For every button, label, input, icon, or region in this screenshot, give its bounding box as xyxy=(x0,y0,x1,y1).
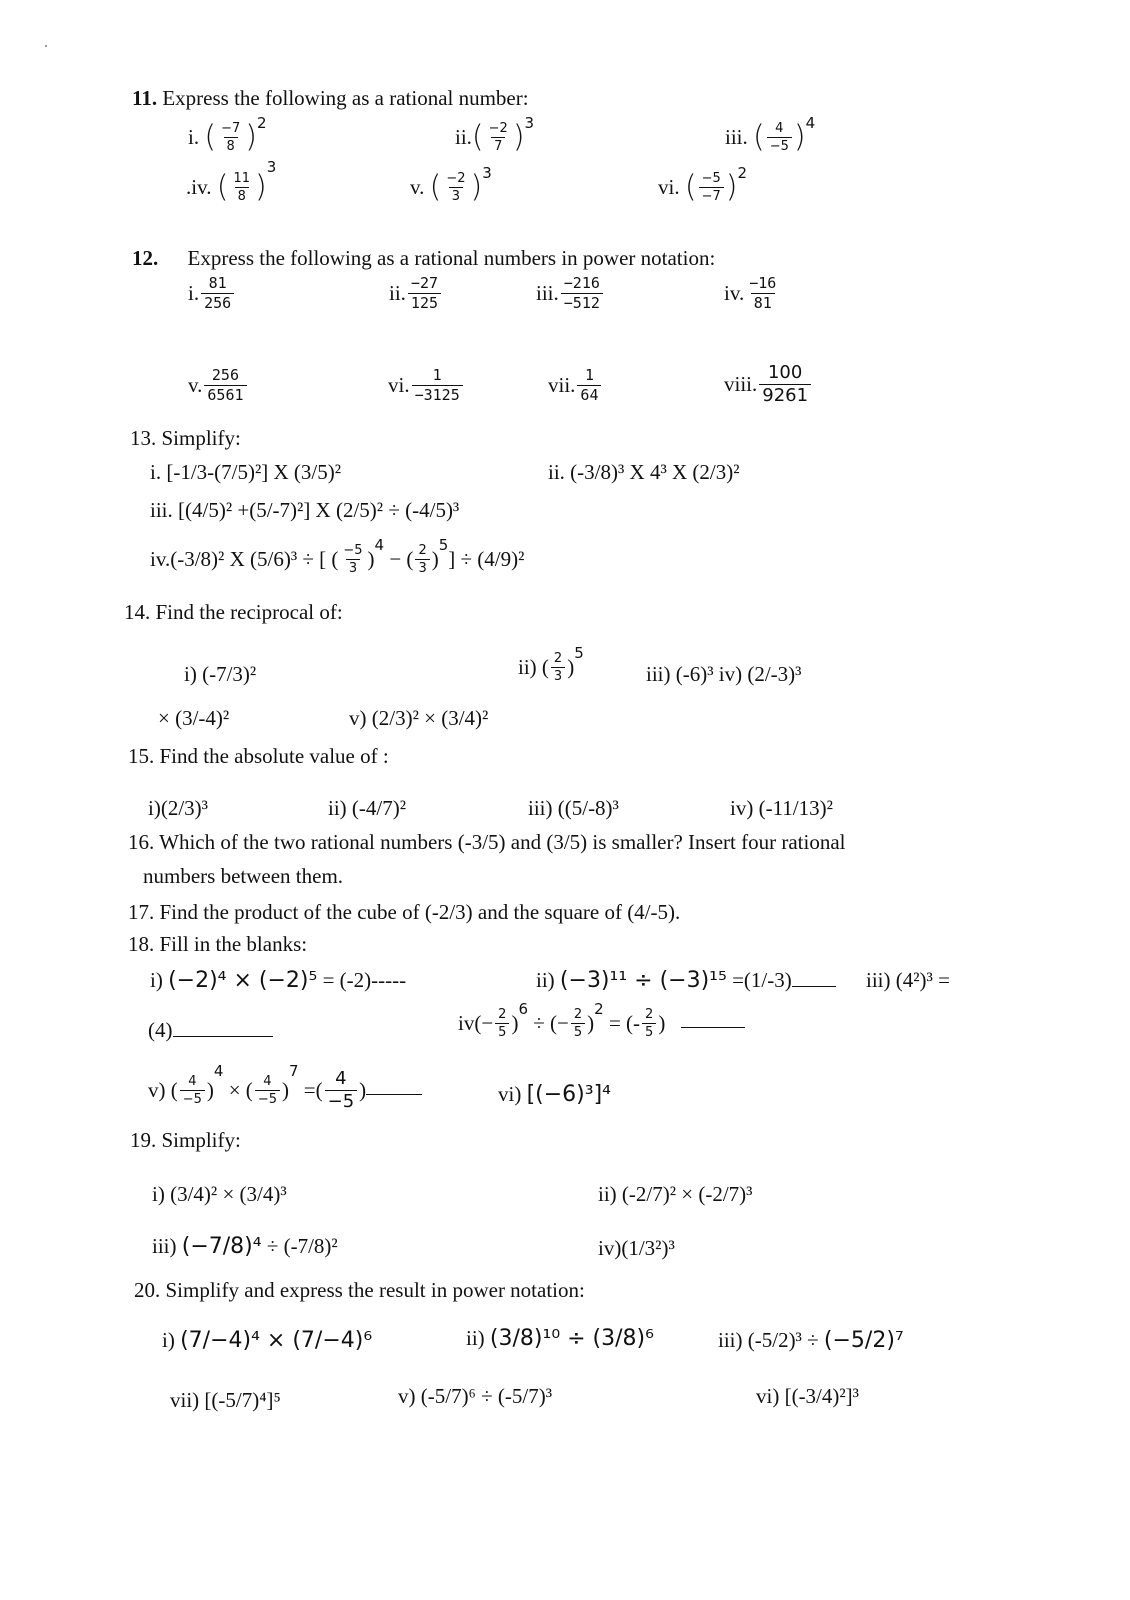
question-11-heading xyxy=(132,88,529,109)
q20-item-iii xyxy=(718,1330,904,1352)
exponent: 4 xyxy=(213,1062,224,1080)
denominator: 125 xyxy=(408,293,441,311)
q11-item-v: v. ( $\frac{-2}{3}$ )$^3$ xyxy=(410,164,492,205)
numerator: −5 xyxy=(701,171,721,186)
q11-item-ii: ii.( $\frac{-2}{7}$ )$^3$ xyxy=(455,114,535,155)
numerator: −7 xyxy=(221,121,241,136)
numerator: −16 xyxy=(749,274,777,292)
q14-item-i: i) (-7/3)² xyxy=(184,662,257,686)
item-label: viii. xyxy=(724,372,758,396)
expression-part: (4) xyxy=(148,1018,173,1042)
numerator: 1 xyxy=(584,366,594,384)
numerator: −27 xyxy=(410,274,439,292)
numerator: −5 xyxy=(343,543,363,558)
answer-blank[interactable] xyxy=(173,1036,273,1037)
q11-item-iv: .iv. ( $\frac{11}{8}$ )$^3$ xyxy=(186,158,277,205)
numerator: 2 xyxy=(573,1007,583,1022)
numerator: 4 xyxy=(263,1074,272,1089)
exponent: 2 xyxy=(594,1000,604,1018)
item-label: vi. xyxy=(388,373,410,397)
question-text: Express the following as a rational numbers in power notation: xyxy=(187,246,716,270)
expression-part: − ( xyxy=(384,547,414,571)
q18-item-v: v) ( $\frac{4}{-5}$ )$^4$ × ( $\frac{4}{-5}$ )$^7$ =( $\frac{4}{-5}$ ) xyxy=(148,1070,422,1111)
item-label: iii) xyxy=(152,1234,182,1258)
item-label: v. xyxy=(188,373,203,397)
q13-item-ii: ii. (-3/8)³ X 4³ X (2/3)² xyxy=(548,460,740,484)
item-label: vi. xyxy=(658,175,680,199)
answer-blank[interactable] xyxy=(366,1094,422,1095)
equation: [(−6)³]⁴ xyxy=(526,1082,611,1107)
numerator: −2 xyxy=(488,121,508,136)
denominator: −7 xyxy=(699,187,724,203)
q18-item-iv: iv(− $\frac{2}{5}$ )$^6$ ÷ (− $\frac{2}{5}$ )$^2$ = (- $\frac{2}{5}$ ) xyxy=(458,1008,745,1039)
numerator: 2 xyxy=(645,1007,654,1022)
numerator: −216 xyxy=(563,274,600,292)
numerator: 4 xyxy=(335,1068,347,1089)
denominator: −5 xyxy=(767,137,792,153)
denominator: 8 xyxy=(224,137,238,153)
denominator: 5 xyxy=(495,1023,509,1039)
equation: (−3)¹¹ ÷ (−3)¹⁵ xyxy=(559,968,727,993)
item-label: .iv. xyxy=(186,175,212,199)
q12-item-viii xyxy=(724,364,813,405)
question-16-line-1: 16. Which of the two rational numbers (-3/5) and (3/5) is smaller? Insert four rational xyxy=(128,830,846,854)
denominator: 8 xyxy=(235,187,249,203)
q11-item-iii: iii. ( $\frac{4}{-5}$ )$^4$ xyxy=(725,114,816,155)
numerator: 1 xyxy=(432,366,442,384)
item-label: v. xyxy=(410,175,425,199)
q12-item-iv xyxy=(724,276,781,311)
q14-item-v: v) (2/3)² × (3/4)² xyxy=(349,706,489,730)
item-label: iii) (-5/2)³ ÷ xyxy=(718,1328,824,1352)
q12-item-ii xyxy=(389,276,443,311)
equation: (−5/2)⁷ xyxy=(823,1328,904,1353)
equation: (−7/8)⁴ xyxy=(181,1234,262,1259)
item-label: iii. xyxy=(536,281,559,305)
numerator: 81 xyxy=(208,274,227,292)
expression-part: =( xyxy=(298,1078,323,1102)
equation: (3/8)¹⁰ ÷ (3/8)⁶ xyxy=(489,1326,654,1351)
item-label: ii) xyxy=(466,1326,490,1350)
item-label: i) xyxy=(150,968,169,992)
numerator: 4 xyxy=(775,121,784,136)
item-label: iv( xyxy=(458,1011,482,1035)
q20-item-vii: vii) [(-5/7)⁴]⁵ xyxy=(170,1388,281,1412)
denominator: 3 xyxy=(346,559,360,575)
q14-item-iii-iv: iii) (-6)³ iv) (2/-3)³ xyxy=(646,662,802,686)
exponent: 7 xyxy=(288,1062,299,1080)
denominator: −5 xyxy=(255,1090,280,1106)
question-18-heading: 18. Fill in the blanks: xyxy=(128,932,308,956)
q15-item-ii: ii) (-4/7)² xyxy=(328,796,407,820)
denominator: −512 xyxy=(561,293,603,311)
expression-part: ] ÷ (4/9)² xyxy=(448,547,525,571)
q18-item-iii-continued xyxy=(148,1020,273,1041)
exponent: 3 xyxy=(482,164,492,182)
q20-item-ii xyxy=(466,1328,654,1350)
question-13-heading: 13. Simplify: xyxy=(130,426,241,450)
denominator: 3 xyxy=(551,667,565,683)
q19-item-iii xyxy=(152,1236,338,1258)
question-16-line-2: numbers between them. xyxy=(143,864,344,888)
denominator: 3 xyxy=(415,559,429,575)
item-label: iv. xyxy=(724,281,745,305)
answer-blank[interactable] xyxy=(681,1027,745,1028)
q14-item-iv-continued: × (3/-4)² xyxy=(158,706,230,730)
denominator: 5 xyxy=(642,1023,656,1039)
numerator: 256 xyxy=(211,366,239,384)
item-label: iii. xyxy=(725,125,748,149)
item-label: ii) xyxy=(536,968,560,992)
q18-item-vi xyxy=(498,1084,611,1106)
question-20-heading: 20. Simplify and express the result in power notation: xyxy=(134,1278,585,1302)
q12-item-vi xyxy=(388,368,465,403)
denominator: 3 xyxy=(449,187,463,203)
scan-speck xyxy=(45,45,47,47)
item-label: ii. xyxy=(455,125,472,149)
expression-part: =(1/-3) xyxy=(726,968,792,992)
question-15-heading: 15. Find the absolute value of : xyxy=(128,744,389,768)
exponent: 4 xyxy=(374,536,385,554)
exponent: 6 xyxy=(518,1000,528,1018)
expression-part: = (-2)----- xyxy=(317,968,407,992)
question-12-heading xyxy=(132,248,715,269)
q12-item-vii xyxy=(548,368,603,403)
answer-blank[interactable] xyxy=(792,986,836,987)
denominator: 9261 xyxy=(759,384,811,405)
expression-part: ÷ (-7/8)² xyxy=(261,1234,338,1258)
exponent: 3 xyxy=(266,158,277,176)
denominator: 5 xyxy=(571,1023,585,1039)
q19-item-i: i) (3/4)² × (3/4)³ xyxy=(152,1182,287,1206)
q12-item-i xyxy=(188,276,236,311)
q19-item-iv: iv)(1/3²)³ xyxy=(598,1236,675,1260)
expression-part: iv.(-3/8)² X (5/6)³ ÷ [ ( xyxy=(150,547,339,571)
q11-item-i: i. ( $\frac{-7}{8}$ )$^2$ xyxy=(188,114,267,155)
q18-item-ii xyxy=(536,970,836,992)
numerator: 2 xyxy=(418,543,427,558)
q13-item-iii: iii. [(4/5)² +(5/-7)²] X (2/5)² ÷ (-4/5)³ xyxy=(150,498,460,522)
denominator: 64 xyxy=(577,385,601,403)
denominator: −3125 xyxy=(412,385,463,403)
q14-item-ii: ii) ( $\frac{2}{3}$ )$^5$ xyxy=(518,644,584,684)
numerator: −2 xyxy=(446,171,466,186)
item-label: i) xyxy=(162,1328,181,1352)
denominator: −5 xyxy=(180,1090,205,1106)
q13-item-i: i. [-1/3-(7/5)²] X (3/5)² xyxy=(150,460,342,484)
item-label: i. xyxy=(188,281,200,305)
exponent: 2 xyxy=(737,164,747,182)
q15-item-iii: iii) ((5/-8)³ xyxy=(528,796,619,820)
question-number: 11. xyxy=(132,86,158,110)
numerator: 2 xyxy=(498,1007,507,1022)
item-label: vii. xyxy=(548,373,576,397)
item-label: vi) xyxy=(498,1082,527,1106)
denominator: 7 xyxy=(491,137,505,153)
denominator: 6561 xyxy=(204,385,246,403)
numerator: 11 xyxy=(233,171,250,186)
denominator: −5 xyxy=(325,1090,358,1111)
q19-item-ii: ii) (-2/7)² × (-2/7)³ xyxy=(598,1182,753,1206)
equation: (7/−4)⁴ × (7/−4)⁶ xyxy=(180,1328,373,1353)
item-label: ii) ( xyxy=(518,655,549,679)
exponent: 4 xyxy=(805,114,816,132)
exponent: 5 xyxy=(574,644,584,662)
q15-item-iv: iv) (-11/13)² xyxy=(730,796,833,820)
numerator: 100 xyxy=(767,362,803,383)
q20-item-i xyxy=(162,1330,372,1352)
q20-item-v: v) (-5/7)⁶ ÷ (-5/7)³ xyxy=(398,1384,553,1408)
q11-item-vi: vi. ( $\frac{-5}{-7}$ )$^2$ xyxy=(658,164,747,205)
denominator: 81 xyxy=(751,293,775,311)
item-label: ii. xyxy=(389,281,406,305)
question-text: Express the following as a rational number: xyxy=(162,86,529,110)
question-14-heading: 14. Find the reciprocal of: xyxy=(124,600,343,624)
q12-item-v xyxy=(188,368,249,403)
item-label: v) ( xyxy=(148,1078,178,1102)
numerator: 4 xyxy=(188,1074,197,1089)
question-number: 12. xyxy=(132,246,159,270)
question-17: 17. Find the product of the cube of (-2/3) and the square of (4/-5). xyxy=(128,900,681,924)
exponent: 5 xyxy=(438,536,449,554)
exponent: 3 xyxy=(524,114,535,132)
q18-item-iii: iii) (4²)³ = xyxy=(866,968,950,992)
q18-item-i xyxy=(150,970,406,992)
exponent: 2 xyxy=(256,114,267,132)
expression-part: = (- xyxy=(603,1011,641,1035)
q12-item-iii xyxy=(536,276,605,311)
q20-item-vi: vi) [(-3/4)²]³ xyxy=(756,1384,859,1408)
expression-part: ÷ (− xyxy=(528,1011,569,1035)
question-19-heading: 19. Simplify: xyxy=(130,1128,241,1152)
item-label: i. xyxy=(188,125,200,149)
q15-item-i: i)(2/3)³ xyxy=(148,796,208,820)
equation: (−2)⁴ × (−2)⁵ xyxy=(168,968,318,993)
denominator: 256 xyxy=(201,293,234,311)
q13-item-iv: iv.(-3/8)² X (5/6)³ ÷ [ ( $\frac{-5}{3}$ )$^4$ − ( $\frac{2}{3}$ )$^5$] ÷ (4/9)² xyxy=(150,536,525,576)
numerator: 2 xyxy=(553,651,563,666)
